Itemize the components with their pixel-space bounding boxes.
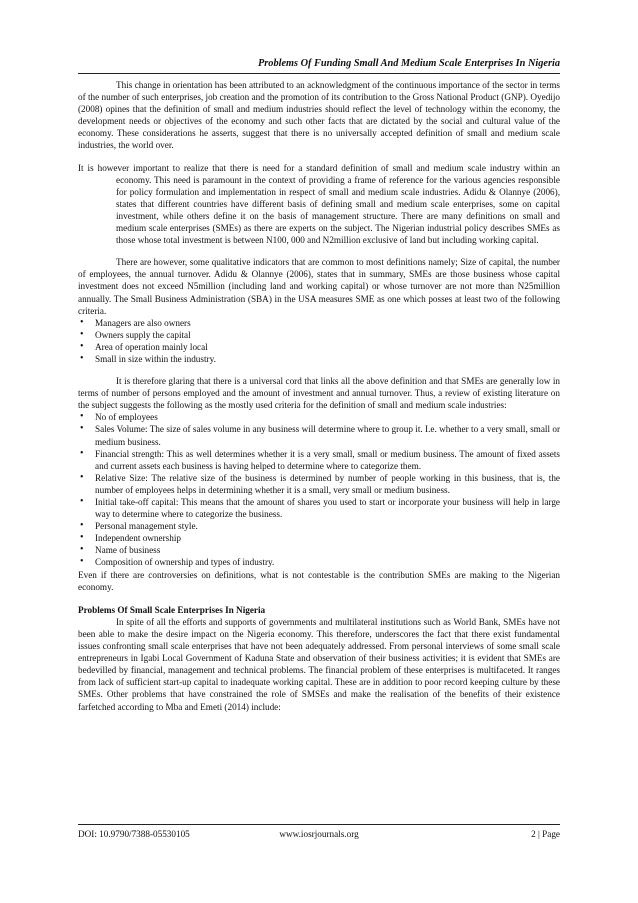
list-item: • Managers are also owners (78, 317, 560, 329)
footer-rule (78, 824, 560, 825)
list-item: • Small in size within the industry. (78, 353, 560, 365)
header-rule (78, 73, 560, 74)
paragraph-5: Even if there are controversies on definitions, what is not contestable is the contribution SMEs are making to the Nigerian economy. (78, 569, 560, 592)
list-item: • Area of operation mainly local (78, 341, 560, 353)
section-heading: Problems Of Small Scale Enterprises In Nigeria (78, 604, 266, 615)
paragraph-2: It is however important to realize that there is need for a standard definition of small and medium scale industry within an economy. This need is paramount in the context of providing a frame of reference for the various agencies responsible for policy formulation and implementation in respect of small and medium scale industries. Adidu & Olannye (2006), states that different countries have different basis of defining small and medium scale enterprises, some on capital investment, while others define it on the basis of management structure. There are many definitions on small and medium scale enterprises (SMEs) as there are experts on the subject. The Nigerian industrial policy describes SMEs as those whose total investment is between N100, 000 and N2million exclusive of land but including working capital. (78, 162, 560, 246)
paragraph-3: There are however, some qualitative indicators that are common to most definitions namely; Size of capital, the number of employees, the annual turnover. Adidu & Olannye (2006), states that in summary, SMEs are those business whose capital investment does not exceed N5million (including land and working capital) or whose turnover are not more than N25million annually. The Small Business Administration (SBA) in the USA measures SME as one which posses at least two of the following criteria. (78, 257, 560, 316)
list-item: • Name of business (78, 544, 560, 556)
list-item: • Relative Size: The relative size of the business is determined by number of people working in this business, that is, the number of employees helps in determining whether it is a small, very small or medium business. (78, 472, 560, 496)
page-number: 2 | Page (531, 829, 560, 839)
definition-criteria-list (78, 411, 560, 568)
list-item: • Independent ownership (78, 532, 560, 544)
doi-label: DOI: 10.9790/7388-05530105 (78, 829, 190, 839)
list-item: • No of employees (78, 411, 560, 423)
paragraph-1: This change in orientation has been attributed to an acknowledgment of the continuous importance of the sector in terms of the number of such enterprises, job creation and the promotion of its contribution to the Gross National Product (GNP). Oyedijo (2008) opines that the definition of small and medium industries should reflect the level of technology within the economy, the development needs or objectives of the economy and such other facts that are dictated by the social and cultural value of the economy. These considerations he asserts, suggest that there is no universally accepted definition of small and medium scale industries, the world over. (78, 80, 560, 151)
sba-criteria-list (78, 317, 560, 365)
paragraph-4: It is therefore glaring that there is a universal cord that links all the above definition and that SMEs are generally low in terms of number of persons employed and the amount of investment and annual turnover. Thus, a review of existing literature on the subject suggests the following as the mostly used criteria for the definition of small and medium scale industries: (78, 376, 560, 411)
journal-website: www.iosrjournals.org (279, 829, 359, 839)
list-item: • Composition of ownership and types of industry. (78, 556, 560, 568)
list-item: • Sales Volume: The size of sales volume in any business will determine where to group it. I.e. whether to a very small, small or medium business. (78, 423, 560, 447)
list-item: • Owners supply the capital (78, 329, 560, 341)
body-content (78, 79, 560, 713)
list-item: • Personal management style. (78, 520, 560, 532)
list-item: • Financial strength: This as well determines whether it is a very small, small or medium business. The amount of fixed assets and current assets each business is having helped to determine where to categorize them. (78, 448, 560, 472)
list-item: • Initial take-off capital: This means that the amount of shares you used to start or incorporate your business will help in large way to determine where to categorize the business. (78, 496, 560, 520)
paragraph-6: In spite of all the efforts and supports of governments and multilateral institutions such as World Bank, SMEs have not been able to make the desire impact on the Nigeria economy. This therefore, underscores the fact that there exist fundamental issues confronting small scale enterprises that have not been adequately addressed. From personal interviews of some small scale entrepreneurs in Igabi Local Government of Kaduna State and observation of their business activities; it is evident that SMEs are bedevilled by financial, management and technical problems. The financial problem of these enterprises is multifaceted. It ranges from lack of sufficient start-up capital to inadequate working capital. These are in addition to poor record keeping culture by these SMEs. Other problems that have constrained the role of SMSEs and make the realisation of the benefits of their existence farfetched according to Mba and Emeti (2014) include: (78, 616, 560, 712)
running-header: Problems Of Funding Small And Medium Scale Enterprises In Nigeria (258, 58, 560, 69)
